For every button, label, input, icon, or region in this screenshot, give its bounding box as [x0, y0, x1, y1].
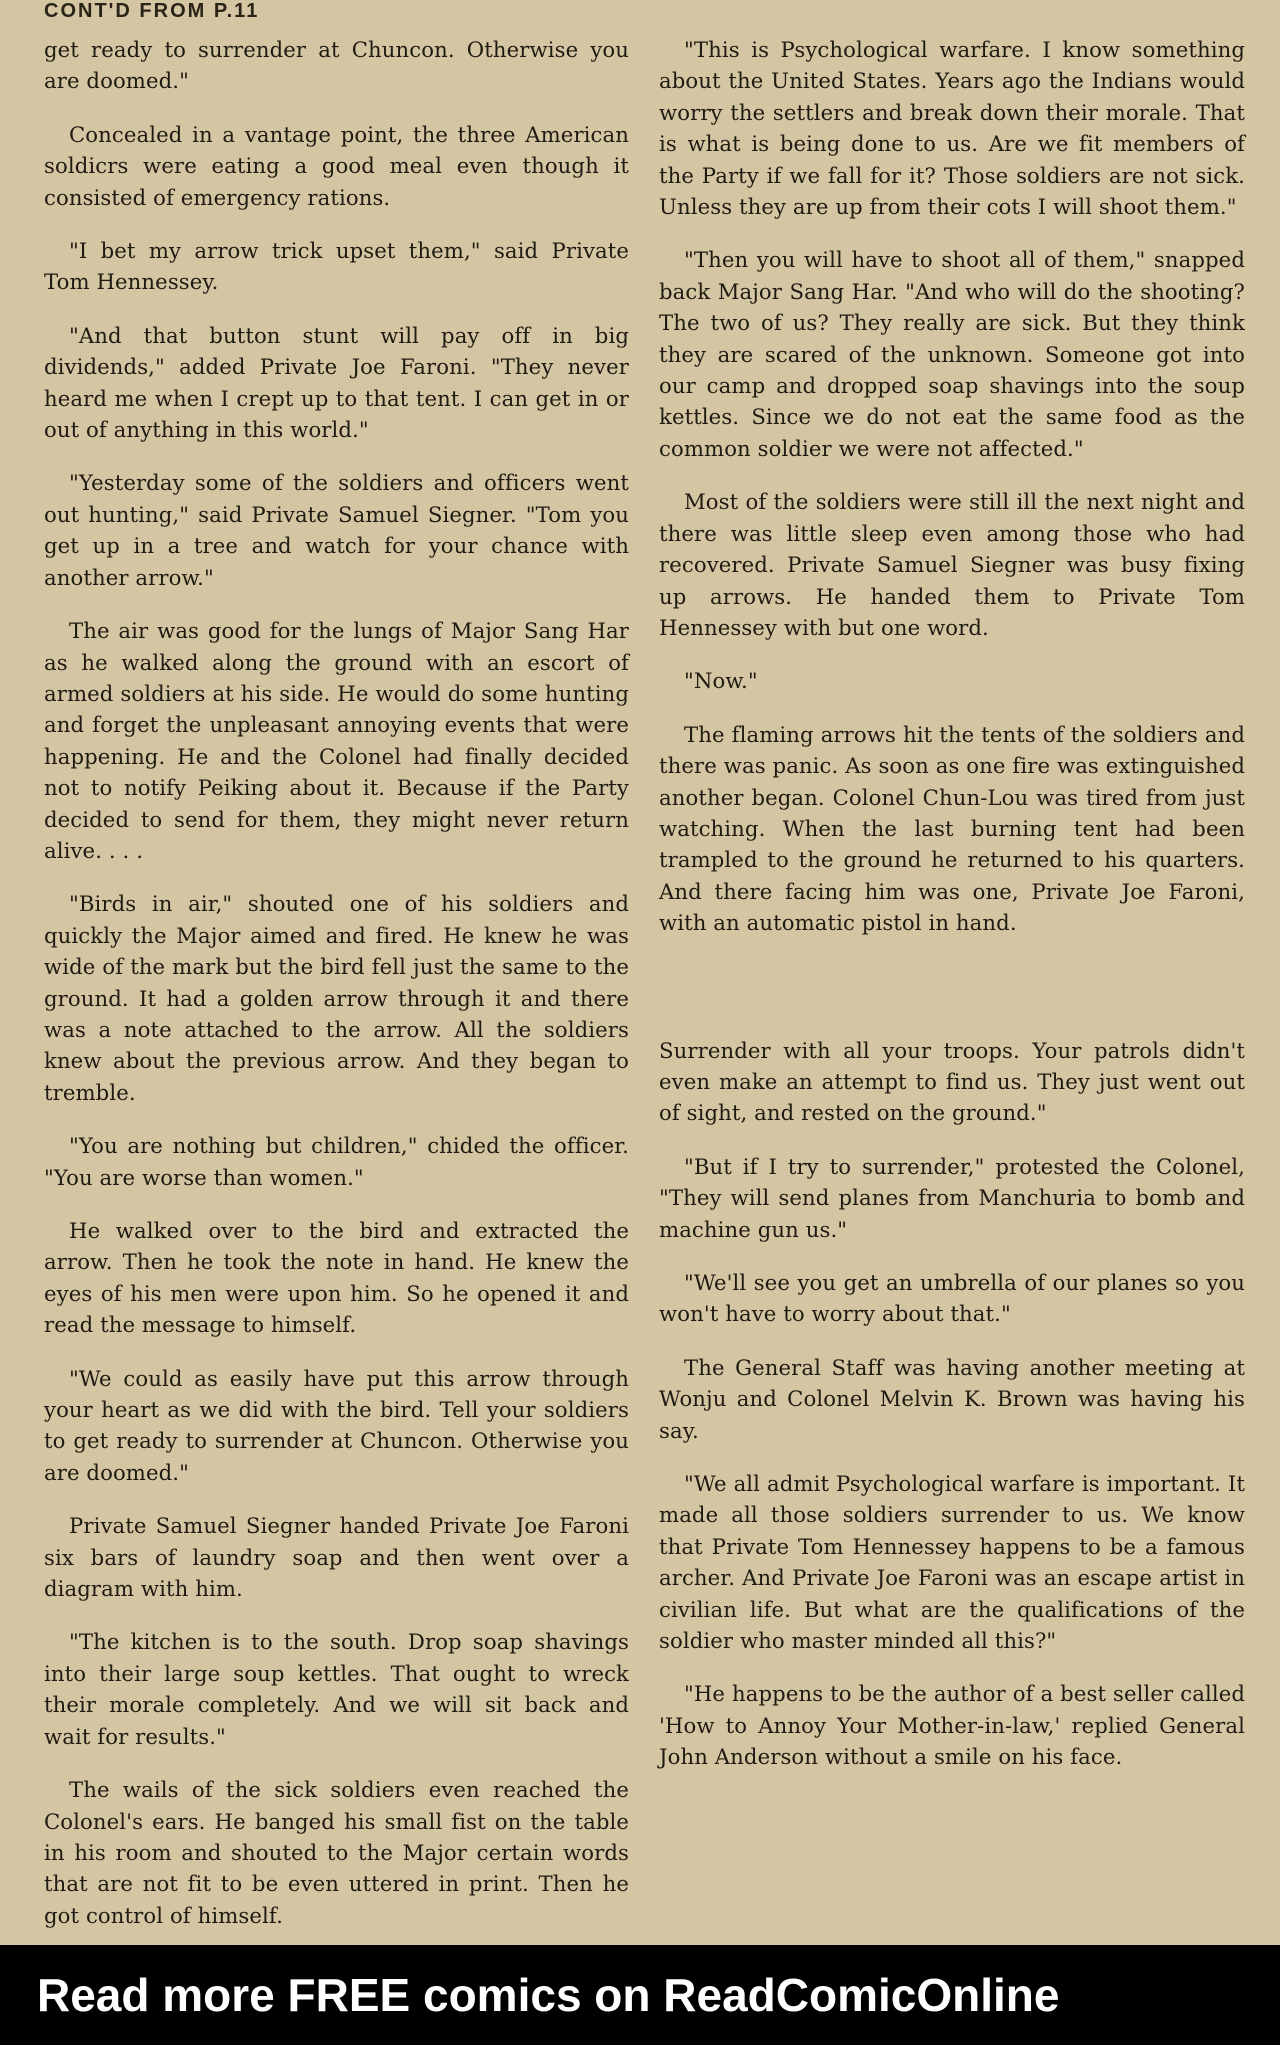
promo-banner-link[interactable]: Read more FREE comics on ReadComicOnline [0, 1945, 1280, 2045]
paragraph: "Now." [684, 668, 758, 694]
continued-header: CONT'D FROM P.11 [44, 0, 260, 22]
left-column [44, 34, 629, 1945]
paragraph: "Birds in air," shouted one of his soldiers and quickly the Major aimed and fired. He knew he was wide of the mark but the bird fell just the same to the ground. It had a golden arrow through it and there was a note attached to the arrow. All the soldiers knew about the previous arrow. And they began to tremble. [44, 891, 629, 1105]
paragraph: get ready to surrender at Chuncon. Otherwise you are doomed." [44, 37, 629, 94]
paragraph: "And that button stunt will pay off in big dividends," added Private Joe Faroni. "They never heard me when I crept up to that tent. I can get in or out of anything in this world." [44, 322, 629, 443]
paragraph: Surrender with all your troops. Your patrols didn't even make an attempt to find us. They just went out of sight, and rested on the ground." [659, 1037, 1245, 1126]
paragraph: "We all admit Psychological warfare is important. It made all those soldiers surrender to us. We know that Private Tom Hennessey happens to be a famous archer. And Private Joe Faroni was an escape artist in civilian life. But what are the qualifications of the soldier who master minded all this?" [659, 1471, 1245, 1654]
paragraph: The flaming arrows hit the tents of the soldiers and there was panic. As soon as one fire was extinguished another began. Colonel Chun-Lou was tired from just watching. When the last burning tent had been trampled to the ground he returned to his quarters. And there facing him was one, Private Joe Faroni, with an automatic pistol in hand. [659, 721, 1245, 936]
paragraph: "We could as easily have put this arrow through your heart as we did with the bird. Tell your soldiers to get ready to surrender at Chuncon. Otherwise you are doomed." [44, 1365, 629, 1485]
paragraph: The wails of the sick soldiers even reached the Colonel's ears. He banged his small fist on the table in his room and shouted to the Major certain words that are not fit to be even uttered in print. Then he got control of himself. [44, 1777, 629, 1928]
paragraph: The General Staff was having another meeting at Wonju and Colonel Melvin K. Brown was having his say. [659, 1354, 1245, 1443]
paragraph: "He happens to be the author of a best seller called 'How to Annoy Your Mother-in-law,' replied General John Anderson without a smile on his face. [659, 1681, 1245, 1770]
paragraph: "We'll see you get an umbrella of our planes so you won't have to worry about that." [659, 1270, 1245, 1327]
right-column [659, 34, 1245, 1795]
paragraph: Private Samuel Siegner handed Private Joe Faroni six bars of laundry soap and then went over a diagram with him. [44, 1513, 629, 1602]
paragraph: "This is Psychological warfare. I know something about the United States. Years ago the Indians would worry the settlers and break down their morale. That is what is being done to us. Are we fit members of the Party if we fall for it? Those soldiers are not sick. Unless they are up from their cots I will shoot them." [659, 37, 1245, 220]
paragraph: Most of the soldiers were still ill the next night and there was little sleep even among those who had recovered. Private Samuel Siegner was busy fixing up arrows. He handed them to Private Tom Hennessey with but one word. [659, 489, 1245, 640]
paragraph: Concealed in a vantage point, the three American soldicrs were eating a good meal even though it consisted of emergency rations. [44, 121, 629, 210]
paragraph: "I bet my arrow trick upset them," said Private Tom Hennessey. [44, 238, 629, 295]
paragraph: "You are nothing but children," chided the officer. "You are worse than women." [44, 1133, 629, 1190]
paragraph: He walked over to the bird and extracted the arrow. Then he took the note in hand. He knew the eyes of his men were upon him. So he opened it and read the message to himself. [44, 1218, 629, 1338]
paragraph: "The kitchen is to the south. Drop soap shavings into their large soup kettles. That ought to wreck their morale completely. And we will sit back and wait for results." [44, 1629, 629, 1749]
paragraph: "But if I try to surrender," protested the Colonel, "They will send planes from Manchuria to bomb and machine gun us." [659, 1153, 1245, 1242]
paragraph: The air was good for the lungs of Major Sang Har as he walked along the ground with an escort of armed soldiers at his side. He would do some hunting and forget the unpleasant annoying events that were happening. He and the Colonel had finally decided not to notify Peiking about it. Because if the Party decided to send for them, they might never return alive. . . . [44, 618, 629, 863]
paragraph: "Yesterday some of the soldiers and officers went out hunting," said Private Samuel Siegner. "Tom you get up in a tree and watch for your chance with another arrow." [44, 470, 629, 590]
paragraph: "Then you will have to shoot all of them," snapped back Major Sang Har. "And who will do the shooting? The two of us? They really are sick. But they think they are scared of the unknown. Someone got into our camp and dropped soap shavings into the soup kettles. Since we do not eat the same food as the common soldier we were not affected." [659, 247, 1245, 461]
